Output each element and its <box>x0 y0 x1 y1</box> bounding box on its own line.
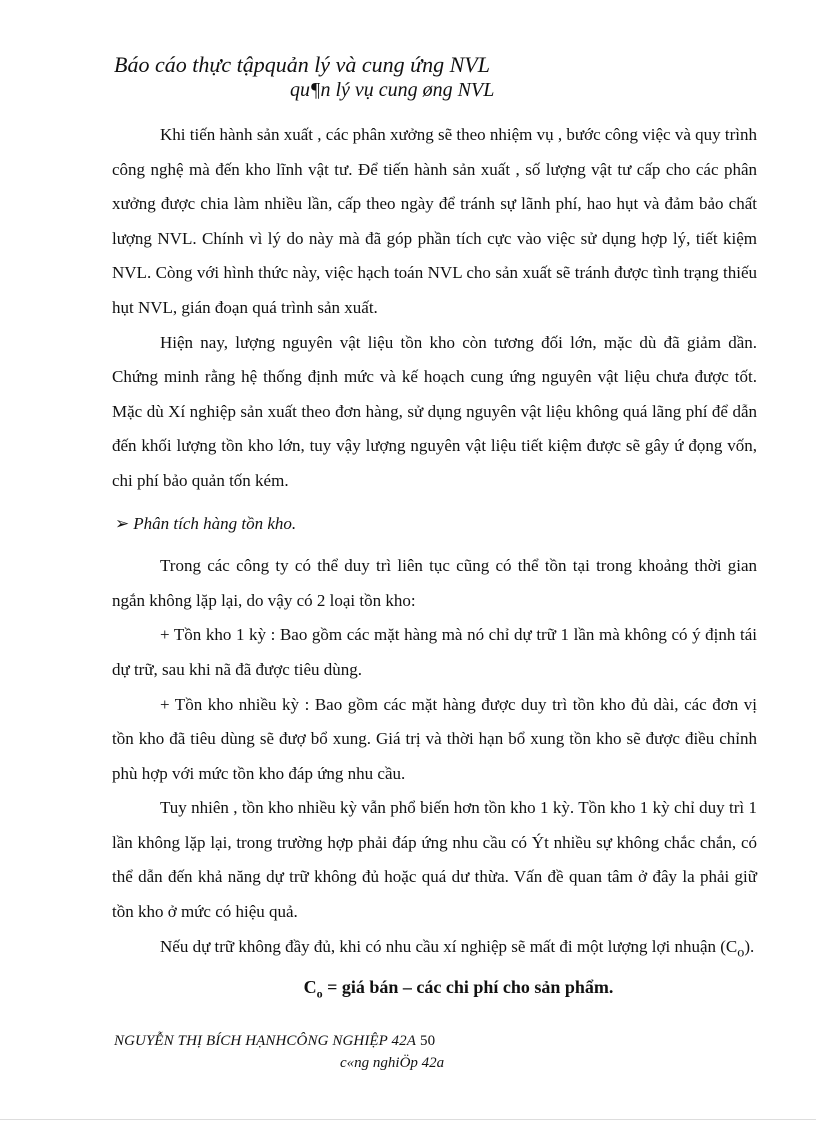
footer-author-text: NGUYỄN THỊ BÍCH HẠNHCÔNG NGHIỆP 42A <box>114 1033 416 1049</box>
subscript: o <box>737 944 745 961</box>
section-heading-text: Phân tích hàng tồn kho. <box>133 513 297 533</box>
header-subtitle: qu¶n lý vụ cung øng NVL <box>290 79 495 101</box>
formula-text: = giá bán – các chi phí cho sản phẩm. <box>322 976 614 997</box>
paragraph <box>112 930 757 970</box>
formula-subscript: o <box>316 986 323 1001</box>
arrow-bullet-icon: ➢ <box>115 513 130 533</box>
page-number: 50 <box>419 1033 436 1049</box>
header-title: Báo cáo thực tậpquản lý và cung ứng NVL <box>114 52 490 77</box>
section-heading <box>115 499 757 550</box>
paragraph: Khi tiến hành sản xuất , các phân xưởng sẽ theo nhiệm vụ , bước công việc và quy trình công nghệ mà đến kho lĩnh vật tư. Để tiến hành sản xuất , số lượng vật tư cấp cho các phân xưởng được chia làm nhiều lần, cấp theo ngày để tránh sự lãnh phí, hao hụt và đảm bảo chất lượng NVL. Chính vì lý do này mà đã góp phần tích cực vào việc sử dụng hợp lý, tiết kiệm NVL. Còng với hình thức này, việc hạch toán NVL cho sản xuất sẽ tránh được tình trạng thiếu hụt NVL, gián đoạn quá trình sản xuất. <box>112 125 757 317</box>
paragraph: Trong các công ty có thể duy trì liên tục cũng có thể tồn tại trong khoảng thời gian ngắn không lặp lại, do vậy có 2 loại tồn kho: <box>112 556 757 610</box>
paragraph-text: Nếu dự trữ không đầy đủ, khi có nhu cầu xí nghiệp sẽ mất đi một lượng lợi nhuận (C <box>160 936 738 956</box>
paragraph-tail: ). <box>744 936 755 956</box>
document-body <box>112 118 757 1011</box>
paragraph: + Tồn kho 1 kỳ : Bao gồm các mặt hàng mà nó chỉ dự trữ 1 lần mà không có ý định tái dự trữ, sau khi nã đã được tiêu dùng. <box>112 625 757 679</box>
paragraph: Tuy nhiên , tồn kho nhiều kỳ vẫn phổ biến hơn tồn kho 1 kỳ. Tồn kho 1 kỳ chỉ duy trì 1 lần không lặp lại, trong trường hợp phải đáp ứng nhu cầu có Ýt nhiều sự không chắc chắn, có thể dẫn đến khả năng dự trữ không đủ hoặc quá dư thừa. Vấn đề quan tâm ở đây la phải giữ tồn kho ở mức có hiệu quả. <box>112 798 757 922</box>
footer-class: c«ng nghiÖp 42a <box>340 1055 445 1071</box>
paragraph: + Tồn kho nhiều kỳ : Bao gồm các mặt hàng được duy trì tồn kho đủ dài, các đơn vị tồn kho đã tiêu dùng sẽ đượ bổ xung. Giá trị và thời hạn bổ xung tồn kho sẽ được điều chỉnh phù hợp với mức tồn kho đáp ứng nhu cầu. <box>112 694 757 783</box>
page-bottom-divider <box>0 1119 816 1120</box>
paragraph: Hiện nay, lượng nguyên vật liệu tồn kho còn tương đối lớn, mặc dù đã giảm dần. Chứng minh rằng hệ thống định mức và kế hoạch cung ứng nguyên vật liệu chưa được tốt. Mặc dù Xí nghiệp sản xuất theo đơn hàng, sử dụng nguyên vật liệu không quá lãng phí để dẫn đến khối lượng tồn kho lớn, tuy vậy lượng nguyên vật liệu tiết kiệm được sẽ gây ứ đọng vốn, chi phí bảo quản tốn kém. <box>112 332 757 490</box>
formula-symbol: C <box>303 976 317 997</box>
formula <box>112 970 757 1011</box>
footer-author <box>114 1033 435 1050</box>
